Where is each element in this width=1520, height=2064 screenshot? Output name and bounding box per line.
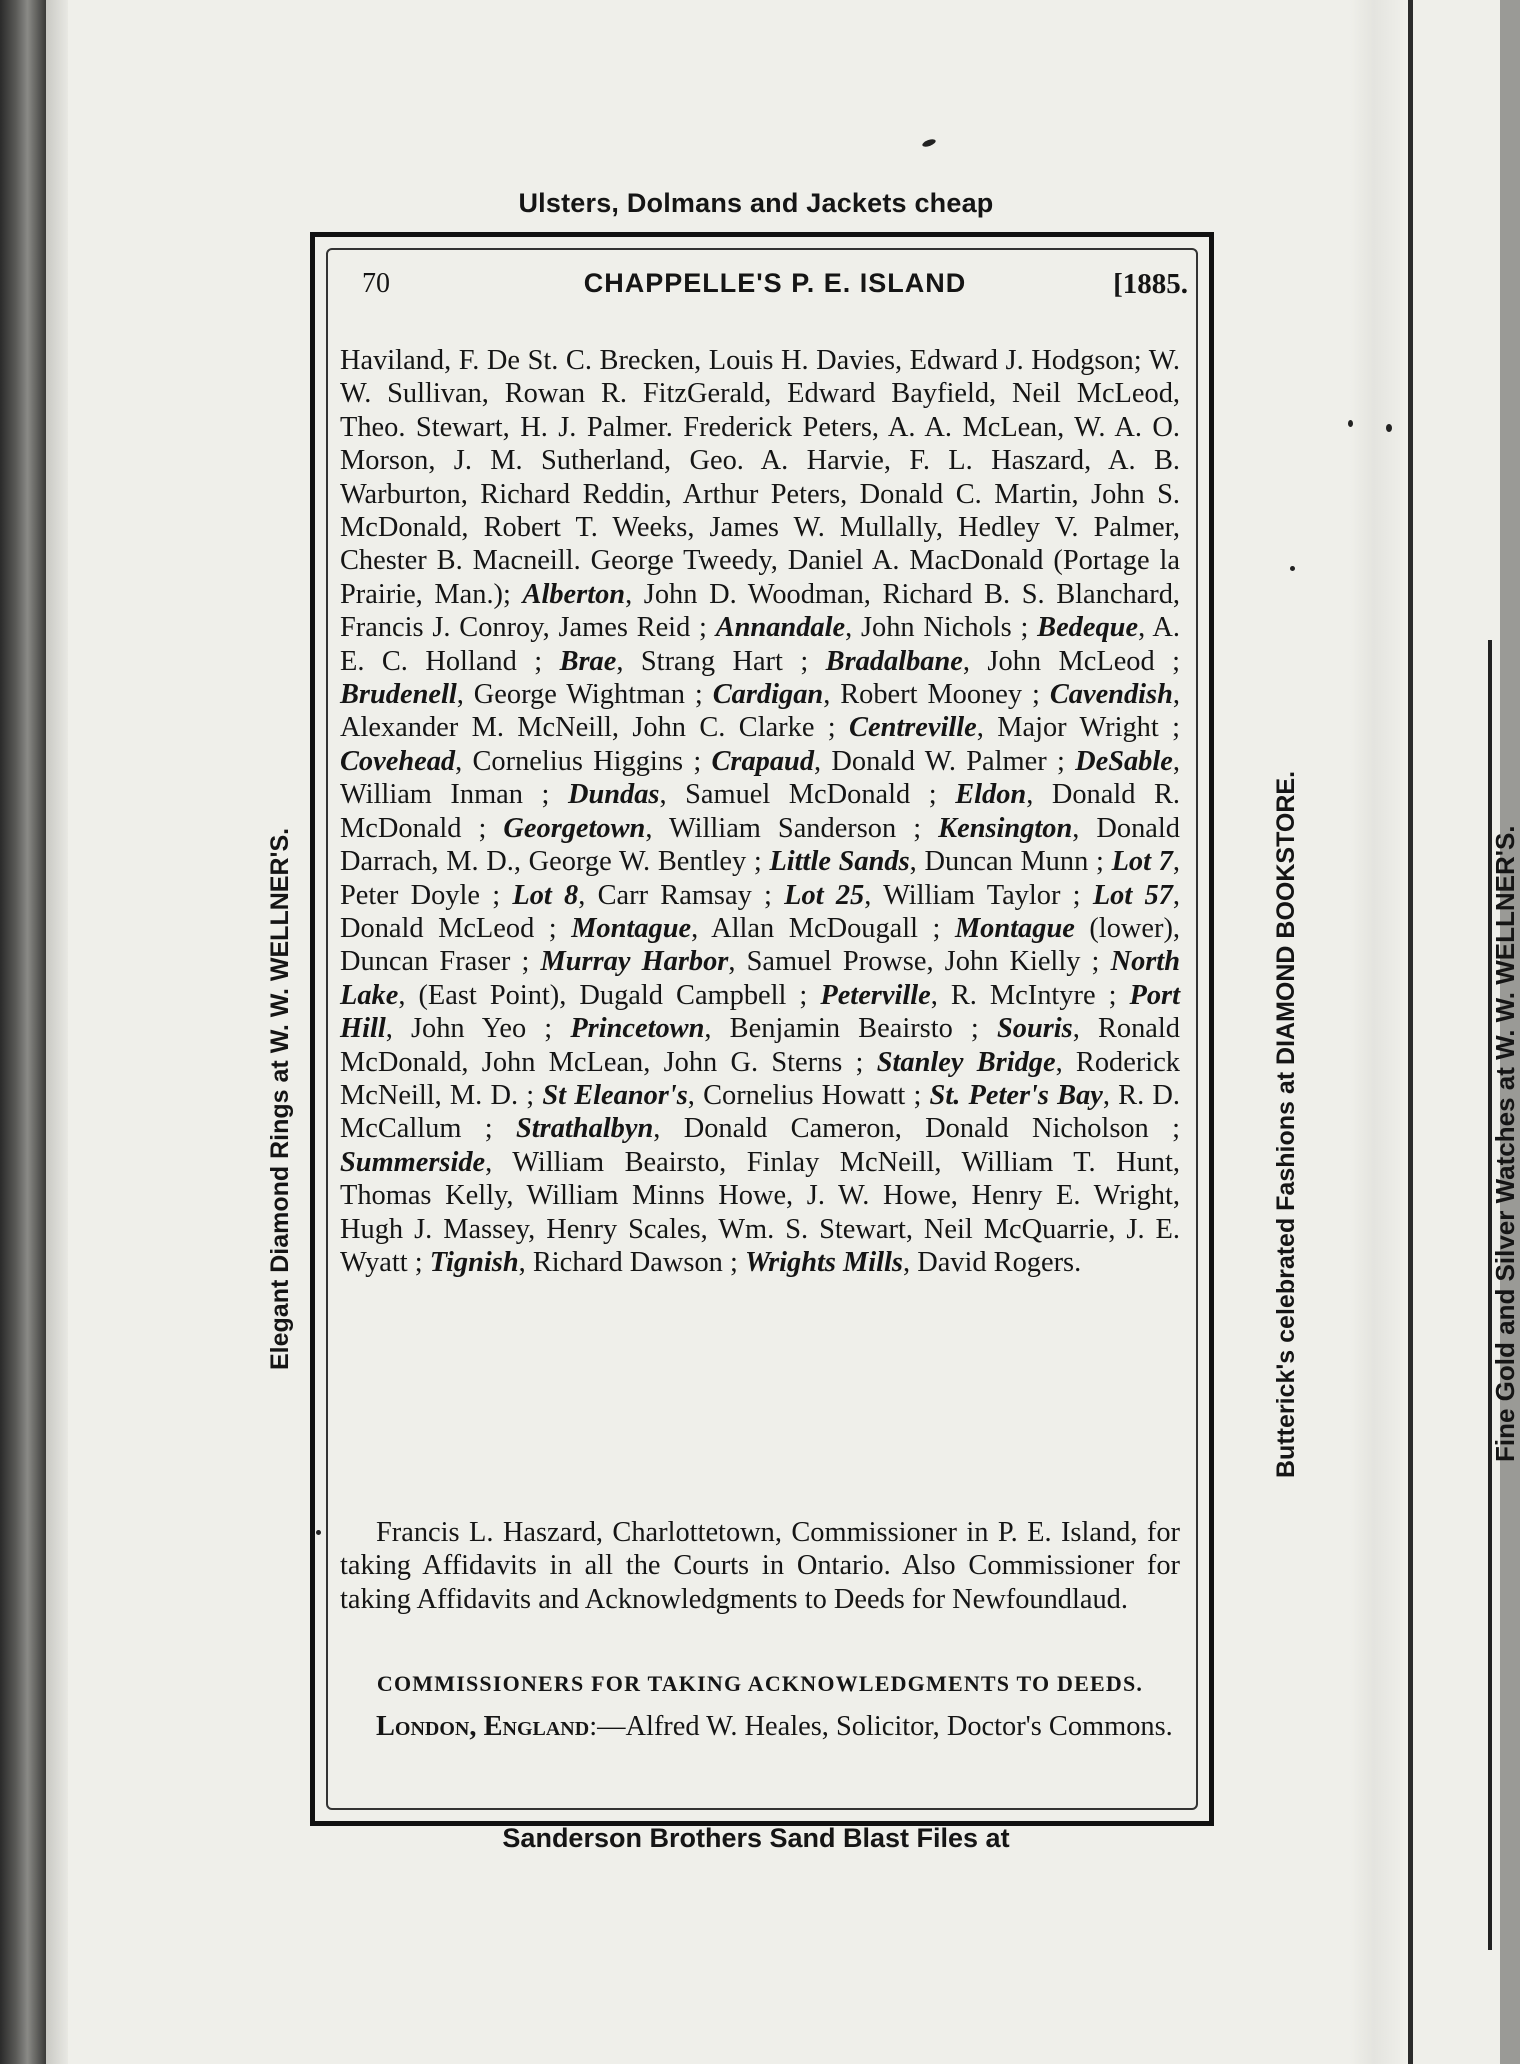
ink-speck	[316, 1530, 321, 1535]
place-name: Princetown	[570, 1013, 705, 1045]
gutter-line	[1408, 0, 1413, 2064]
place-name: Covehead	[340, 745, 456, 777]
place-name: Brae	[559, 645, 617, 677]
place-name: Dundas	[567, 779, 660, 811]
place-name: Little Sands	[769, 846, 910, 878]
commissioner-entry: , Major Wright ;	[976, 712, 1180, 744]
place-name: Peterville	[820, 979, 931, 1011]
place-name: Bedeque	[1037, 612, 1139, 644]
place-name: St. Peter's Bay	[929, 1079, 1103, 1111]
place-name: Lot 7	[1111, 846, 1173, 878]
place-name: Kensington	[938, 812, 1073, 844]
place-name: Montague	[571, 912, 692, 944]
place-name: Centreville	[849, 712, 977, 744]
place-name: Port Hill	[340, 979, 1180, 1045]
place-name: Cardigan	[712, 679, 824, 711]
place-name: Brudenell	[340, 679, 457, 711]
commissioner-entry: (lower), Duncan Fraser ;	[340, 912, 1181, 978]
commissioner-entry: , Ronald McDonald, John McLean, John G. Sterns ;	[340, 1013, 1180, 1078]
ink-speck	[1386, 424, 1392, 432]
place-name: Lot 57	[1092, 879, 1173, 911]
margin-ad-bottom: Sanderson Brothers Sand Blast Files at	[502, 1823, 1010, 1853]
commissioner-entry: , Richard Dawson ;	[518, 1246, 745, 1278]
london-entry: :—Alfred W. Heales, Solicitor, Doctor's Commons.	[589, 1711, 1173, 1742]
gutter	[1350, 0, 1410, 2064]
commissioner-entry: , John Nichols ;	[845, 612, 1038, 644]
commissioner-list	[340, 344, 1180, 1279]
commissioner-entry: , David Rogers.	[903, 1246, 1082, 1278]
haszard-paragraph: Francis L. Haszard, Charlottetown, Commissioner in P. E. Island, for taking Affidavits in all the Courts in Ontario. Also Commissioner for taking Affidavits and Acknowledgments to Deeds for Newfoundlaud.	[340, 1517, 1180, 1615]
commissioner-entry: , Samuel Prowse, John Kielly ;	[728, 946, 1111, 978]
ink-speck	[1290, 566, 1295, 571]
book-edge-left	[0, 0, 46, 2064]
section-subheading: COMMISSIONERS FOR TAKING ACKNOWLEDGMENTS TO DEEDS.	[376, 1671, 1144, 1696]
commissioner-entry: , William Inman ;	[340, 745, 1180, 811]
commissioner-entry: , Duncan Munn ;	[909, 846, 1112, 878]
place-name: Crapaud	[711, 745, 815, 777]
place-name: Lot 25	[784, 879, 865, 911]
commissioner-entry: , Donald R. McDonald ;	[340, 779, 1181, 844]
running-head	[362, 268, 1188, 308]
margin-ad-top: Ulsters, Dolmans and Jackets cheap	[518, 188, 994, 218]
commissioner-entry: , Peter Doyle ;	[340, 846, 1180, 911]
commissioner-entry: , A. E. C. Holland ;	[340, 612, 1180, 677]
commissioner-entry: , Donald Cameron, Donald Nicholson ;	[653, 1113, 1180, 1145]
commissioner-entry: , Roderick McNeill, M. D. ;	[340, 1046, 1180, 1111]
commissioner-entry: , William Taylor ;	[864, 879, 1093, 911]
place-name: Annandale	[715, 612, 846, 644]
commissioner-entry: , Benjamin Beairsto ;	[704, 1013, 997, 1045]
place-name: Georgetown	[503, 812, 646, 844]
place-name: Souris	[996, 1013, 1073, 1045]
page-number: 70	[362, 268, 390, 299]
commissioner-entry: , John D. Woodman, Richard B. S. Blanchard, Francis J. Conroy, James Reid ;	[340, 578, 1180, 644]
page-title: CHAPPELLE'S P. E. ISLAND	[583, 268, 967, 298]
place-name: Montague	[954, 912, 1075, 944]
place-name: London, England	[376, 1711, 590, 1742]
place-name: St Eleanor's	[542, 1079, 688, 1111]
place-name: Bradalbane	[825, 645, 963, 677]
place-name: Wrights Mills	[744, 1246, 903, 1278]
commissioner-entry: , John McLeod ;	[962, 645, 1181, 677]
commissioner-entry: , William Beairsto, Finlay McNeill, William T. Hunt, Thomas Kelly, William Minns Howe, J. W. Howe, Henry E. Wright, Hugh J. Massey, Henry Scales, Wm. S. Stewart, Neil McQuarrie, J. E. Wyatt ;	[340, 1146, 1180, 1278]
commissioner-entry: Haviland, F. De St. C. Brecken, Louis H. Davies, Edward J. Hodgson; W. W. Sullivan, Rowan R. FitzGerald, Edward Bayfield, Neil McLeod, Theo. Stewart, H. J. Palmer. Frederick Peters, A. A. McLean, W. A. O. Morson, J. M. Sutherland, Geo. A. Harvie, F. L. Haszard, A. B. Warburton, Richard Reddin, Arthur Peters, Donald C. Martin, John S. McDonald, Robert T. Weeks, James W. Mullally, Hedley V. Palmer, Chester B. Macneill. George Tweedy, Daniel A. MacDonald (Portage la Prairie, Man.);	[340, 345, 1180, 610]
place-name: Lot 8	[512, 879, 579, 911]
ink-speck	[921, 138, 936, 148]
commissioner-entry: , Carr Ramsay ;	[578, 879, 785, 911]
commissioner-entry: , Cornelius Higgins ;	[455, 745, 712, 777]
place-name: North Lake	[340, 946, 1180, 1011]
place-name: Alberton	[522, 578, 626, 610]
place-name: Strathalbyn	[516, 1113, 654, 1145]
place-name: Murray Harbor	[540, 946, 729, 978]
place-name: Cavendish	[1049, 679, 1173, 711]
ink-speck	[1348, 420, 1353, 427]
commissioner-entry: , George Wightman ;	[456, 679, 713, 711]
commissioner-entry: , Alexander M. McNeill, John C. Clarke ;	[340, 679, 1180, 744]
margin-ad-right: Butterick's celebrated Fashions at DIAMOND BOOKSTORE.	[1272, 770, 1300, 1478]
commissioner-entry: , Allan McDougall ;	[691, 912, 955, 944]
place-name: DeSable	[1075, 745, 1173, 777]
place-name: Tignish	[429, 1246, 519, 1278]
commissioner-entry: , Cornelius Howatt ;	[687, 1079, 930, 1111]
commissioner-entry: , Donald McLeod ;	[340, 879, 1180, 944]
place-name: Stanley Bridge	[876, 1046, 1056, 1078]
place-name: Eldon	[955, 779, 1027, 811]
margin-ad-far-right: Fine Gold and Silver Watches at W. W. WELLNER'S.	[1490, 825, 1520, 1462]
commissioner-entry: , Donald Darrach, M. D., George W. Bentley ;	[340, 812, 1180, 878]
commissioner-entry: , Samuel McDonald ;	[659, 779, 956, 811]
commissioner-entry: , John Yeo ;	[385, 1013, 571, 1045]
commissioner-entry: , Strang Hart ;	[616, 645, 826, 677]
commissioner-entry: , R. McIntyre ;	[930, 979, 1130, 1011]
place-name: Summerside	[340, 1146, 486, 1178]
london-paragraph	[340, 1710, 1180, 1743]
commissioner-entry: , R. D. McCallum ;	[340, 1079, 1180, 1145]
page-fold-shadow	[46, 0, 68, 2064]
year-label: [1885.	[1113, 268, 1188, 300]
margin-ad-left: Elegant Diamond Rings at W. W. WELLNER'S.	[266, 827, 294, 1370]
commissioner-entry: , (East Point), Dugald Campbell ;	[398, 979, 821, 1011]
commissioner-entry: , Donald W. Palmer ;	[814, 745, 1076, 777]
commissioner-entry: , Robert Mooney ;	[823, 679, 1050, 711]
commissioner-entry: , William Sanderson ;	[645, 812, 939, 844]
